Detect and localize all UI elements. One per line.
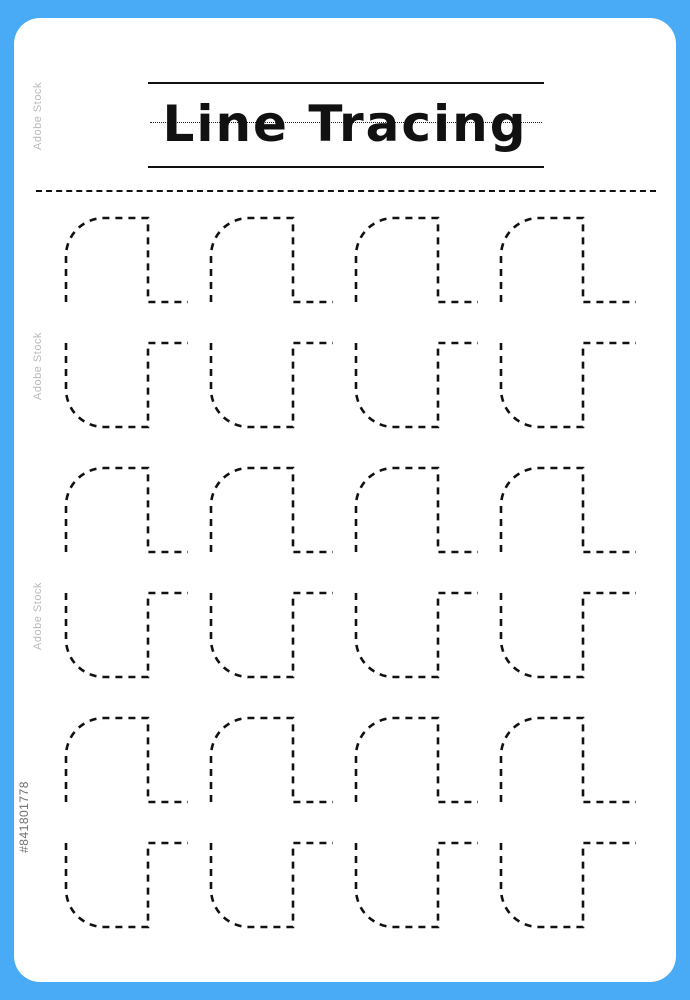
trace-path	[66, 218, 636, 302]
page-title: Line Tracing	[162, 95, 528, 153]
trace-row[interactable]	[36, 339, 656, 464]
title-dashed-separator	[36, 190, 656, 192]
watermark-asset-id: #841801778	[17, 781, 31, 853]
trace-row[interactable]	[36, 214, 656, 339]
trace-path	[66, 718, 636, 802]
title-rule-bottom	[148, 166, 544, 168]
trace-path	[66, 593, 636, 677]
trace-row[interactable]	[36, 714, 656, 839]
tracing-area	[36, 214, 656, 964]
trace-path	[66, 843, 636, 927]
watermark-text: Adobe Stock	[32, 82, 44, 150]
trace-path	[66, 343, 636, 427]
trace-row[interactable]	[36, 589, 656, 714]
trace-row[interactable]	[36, 464, 656, 589]
watermark-text: Adobe Stock	[32, 582, 44, 650]
worksheet-card	[14, 18, 676, 982]
trace-row[interactable]	[36, 839, 656, 964]
watermark-text: Adobe Stock	[32, 332, 44, 400]
trace-path	[66, 468, 636, 552]
